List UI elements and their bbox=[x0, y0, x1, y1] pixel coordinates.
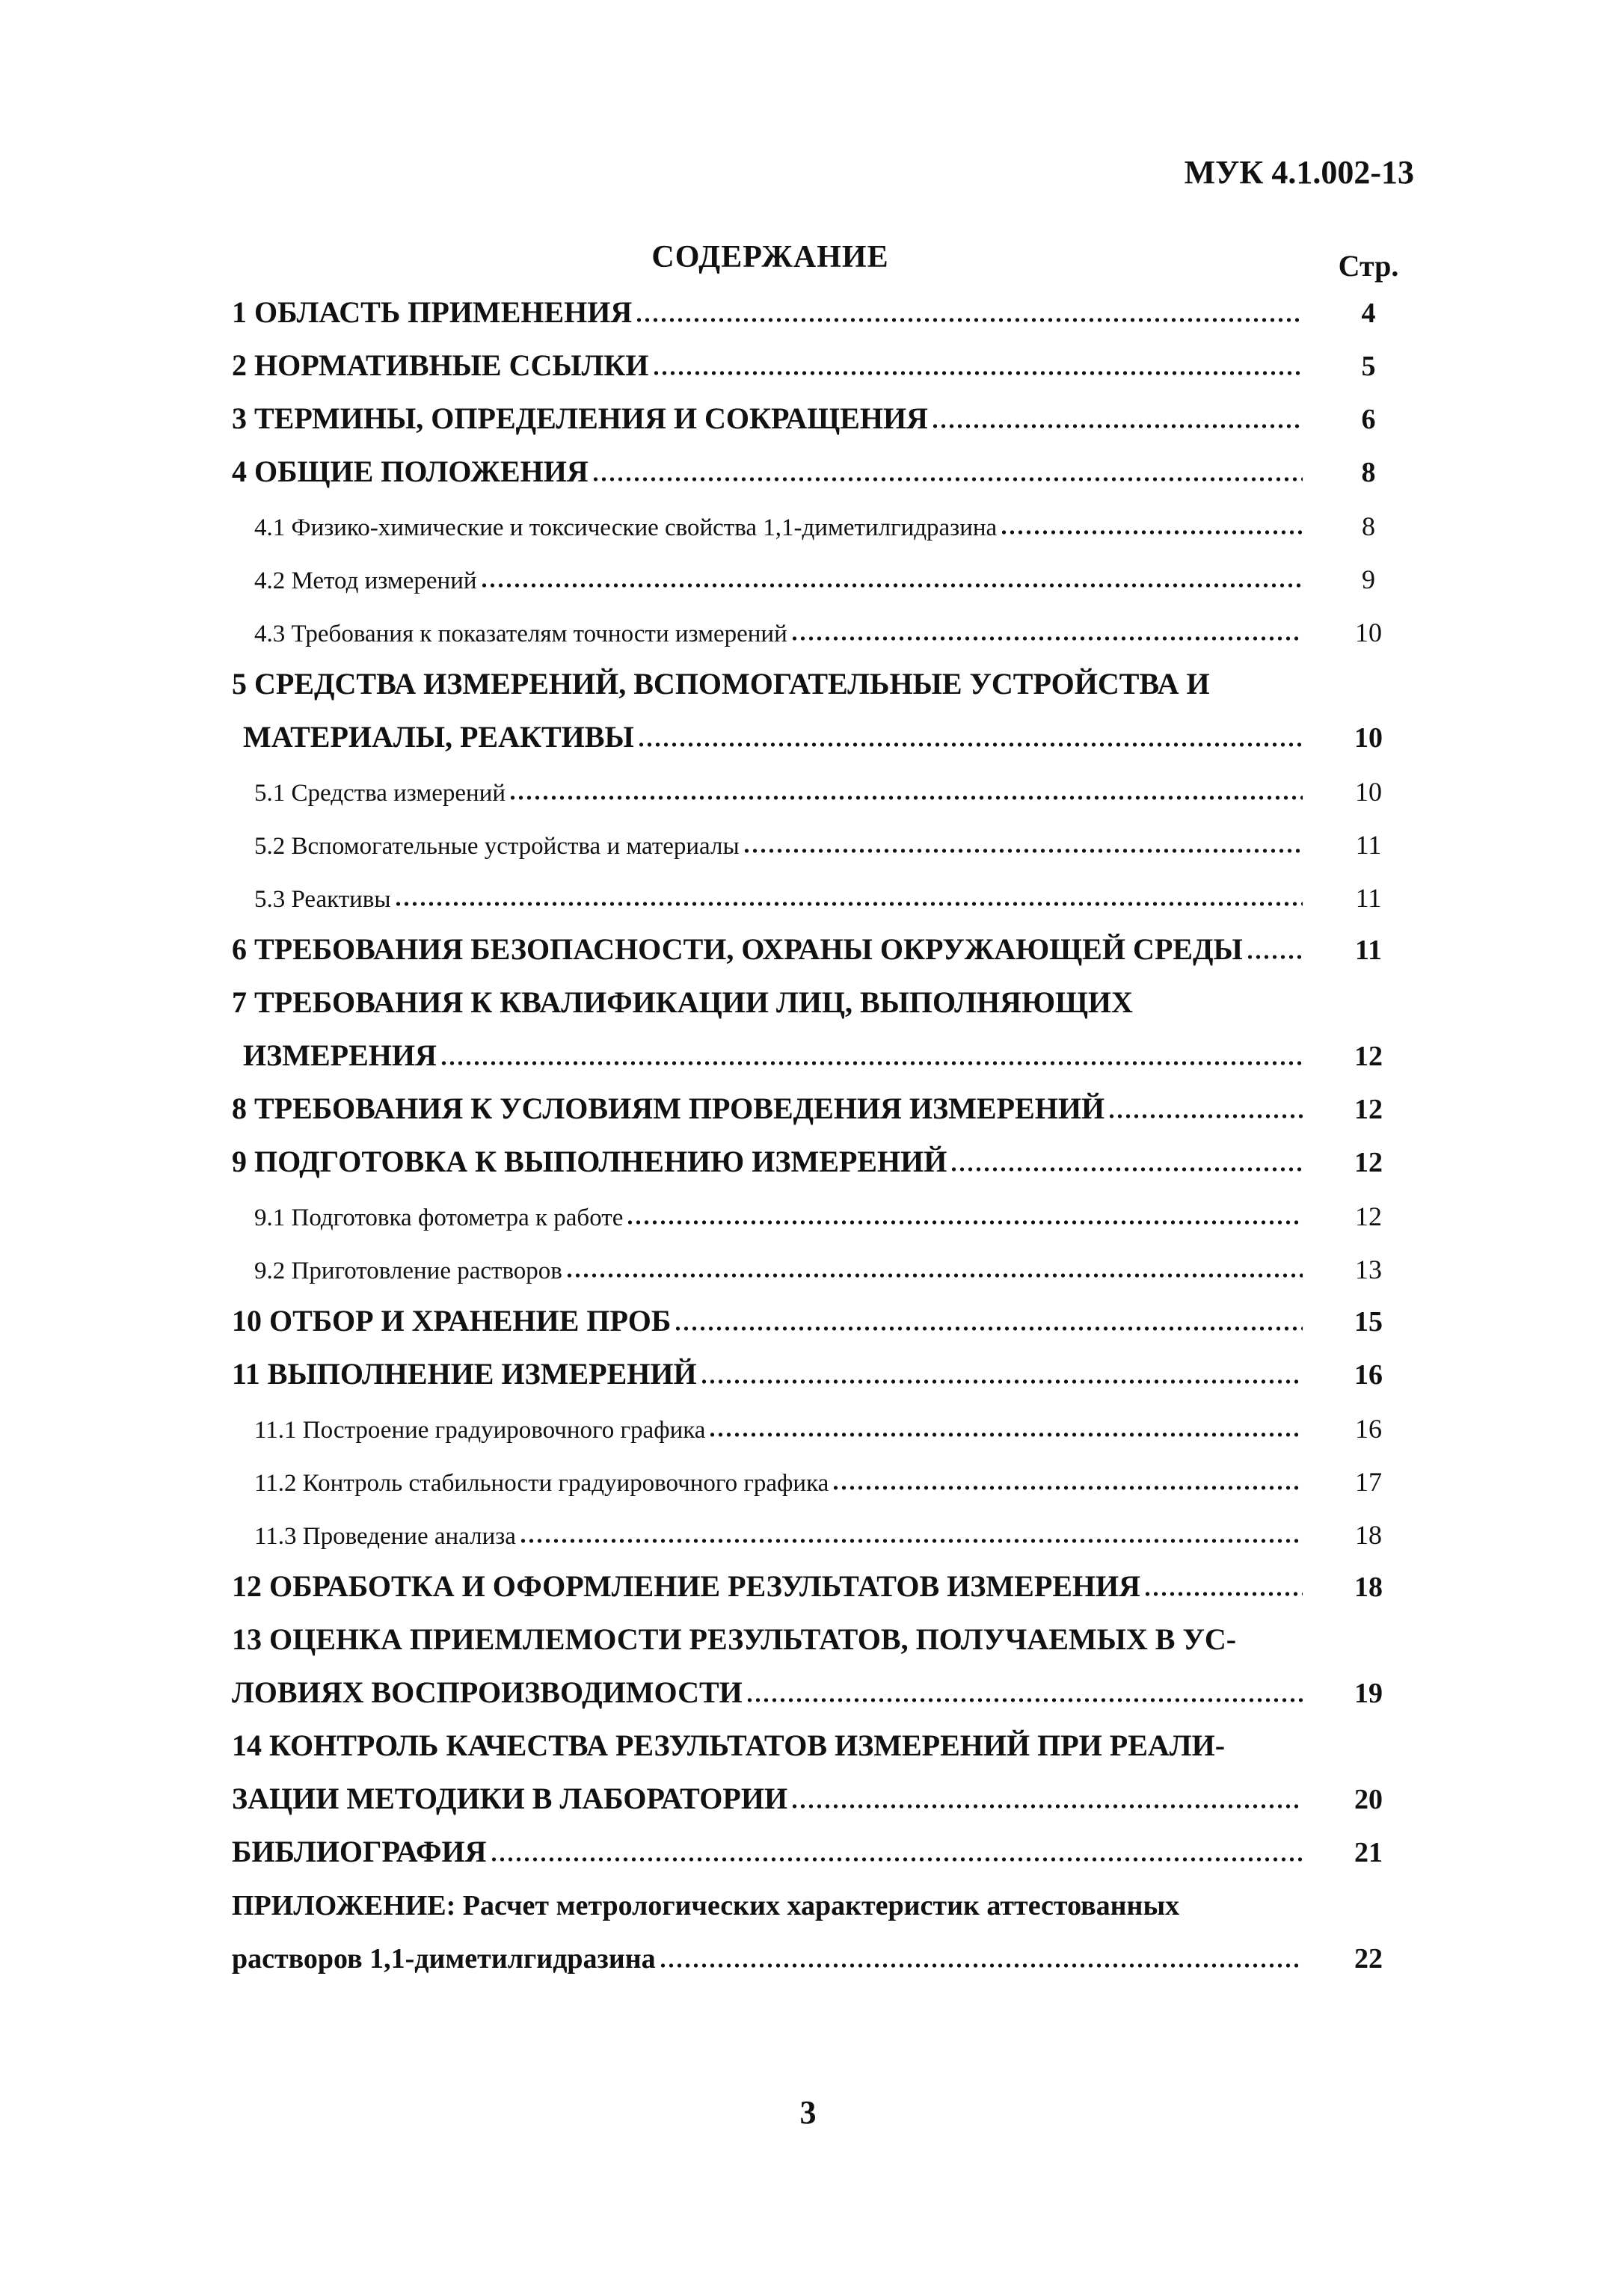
toc-entry-label: 7 ТРЕБОВАНИЯ К КВАЛИФИКАЦИИ ЛИЦ, ВЫПОЛНЯЮЩИХ bbox=[232, 985, 1133, 1019]
toc-entry-text bbox=[254, 1204, 1306, 1232]
toc-entry-page: 16 bbox=[1355, 1414, 1382, 1444]
toc-entry-label: 4.3 Требования к показателям точности измерений bbox=[254, 621, 787, 647]
toc-entry bbox=[0, 1349, 1616, 1402]
dot-leader bbox=[394, 900, 1303, 908]
toc-entry-label: 4.1 Физико-химические и токсические свойства 1,1-диметилгидразина bbox=[254, 514, 998, 541]
toc-entry-label: ЛОВИЯХ ВОСПРОИЗВОДИМОСТИ bbox=[232, 1675, 743, 1709]
dot-leader bbox=[1246, 953, 1303, 961]
toc-entry-page: 16 bbox=[1354, 1359, 1383, 1391]
toc-entry bbox=[0, 499, 1616, 553]
toc-entry bbox=[0, 1030, 1616, 1083]
toc-entry-label: 8 ТРЕБОВАНИЯ К УСЛОВИЯМ ПРОВЕДЕНИЯ ИЗМЕРЕНИЙ bbox=[232, 1092, 1105, 1125]
dot-leader bbox=[635, 316, 1303, 324]
toc-entry-text bbox=[243, 719, 1306, 754]
toc-entry-label: 2 НОРМАТИВНЫЕ ССЫЛКИ bbox=[232, 348, 649, 382]
toc-entry bbox=[0, 287, 1616, 340]
toc-entry-text bbox=[232, 1834, 1306, 1869]
dot-leader bbox=[1107, 1112, 1303, 1120]
toc-entry-text bbox=[254, 780, 1306, 807]
toc-entry bbox=[0, 446, 1616, 499]
toc-entry-label: 3 ТЕРМИНЫ, ОПРЕДЕЛЕНИЯ И СОКРАЩЕНИЯ bbox=[232, 401, 928, 435]
toc-entry-page: 11 bbox=[1355, 830, 1382, 860]
toc-entry-text bbox=[232, 932, 1306, 967]
dot-leader bbox=[950, 1166, 1303, 1173]
dot-leader bbox=[565, 1272, 1303, 1279]
toc-entry-label: 5.2 Вспомогательные устройства и материалы bbox=[254, 833, 740, 860]
document-code: МУК 4.1.002-13 bbox=[1184, 154, 1414, 191]
dot-leader bbox=[790, 1803, 1303, 1810]
toc-entry-page: 18 bbox=[1354, 1572, 1383, 1603]
toc-entry-label: БИБЛИОГРАФИЯ bbox=[232, 1835, 487, 1868]
toc-entry-page: 12 bbox=[1354, 1094, 1383, 1125]
toc-entry bbox=[0, 1880, 1616, 1933]
toc-entry bbox=[0, 659, 1616, 712]
page-column-header: Стр. bbox=[1338, 249, 1399, 283]
toc-entry bbox=[0, 606, 1616, 659]
toc-entry-page: 11 bbox=[1355, 935, 1382, 966]
toc-entry-text bbox=[232, 454, 1306, 489]
dot-leader bbox=[931, 422, 1303, 430]
dot-leader bbox=[659, 1962, 1303, 1969]
toc-entry-text bbox=[254, 567, 1306, 595]
toc-entry-label: ИЗМЕРЕНИЯ bbox=[243, 1038, 437, 1072]
toc-entry-label: 5 СРЕДСТВА ИЗМЕРЕНИЙ, ВСПОМОГАТЕЛЬНЫЕ УСТРОЙСТВА И bbox=[232, 667, 1210, 701]
toc-entry-label: ПРИЛОЖЕНИЕ: Расчет метрологических характеристик аттестованных bbox=[232, 1890, 1180, 1921]
toc-entry-label: 4.2 Метод измерений bbox=[254, 567, 477, 594]
dot-leader bbox=[746, 1696, 1303, 1704]
toc-entry-label: 10 ОТБОР И ХРАНЕНИЕ ПРОБ bbox=[232, 1304, 672, 1338]
toc-entry-label: 11.2 Контроль стабильности градуировочного графика bbox=[254, 1470, 829, 1497]
toc-entry-label: 9 ПОДГОТОВКА К ВЫПОЛНЕНИЮ ИЗМЕРЕНИЙ bbox=[232, 1145, 947, 1178]
toc-entry-text bbox=[232, 401, 1306, 436]
dot-leader bbox=[708, 1431, 1303, 1438]
toc-entry-text bbox=[232, 1622, 1306, 1657]
toc-entry-text bbox=[254, 833, 1306, 861]
toc-entry-page: 12 bbox=[1354, 1147, 1383, 1178]
dot-leader bbox=[626, 1219, 1303, 1226]
toc-entry-label: 9.1 Подготовка фотометра к работе bbox=[254, 1204, 624, 1231]
dot-leader bbox=[509, 794, 1303, 801]
toc-entry bbox=[0, 1667, 1616, 1720]
toc-entry bbox=[0, 1189, 1616, 1243]
toc-entry-text bbox=[254, 1523, 1306, 1551]
dot-leader bbox=[1143, 1590, 1303, 1598]
dot-leader bbox=[1000, 529, 1303, 536]
toc-entry-label: 5.3 Реактивы bbox=[254, 886, 391, 913]
toc-entry-text bbox=[232, 1303, 1306, 1338]
toc-entry-page: 19 bbox=[1354, 1678, 1383, 1709]
toc-title: СОДЕРЖАНИЕ bbox=[651, 240, 889, 274]
toc-entry-page: 12 bbox=[1354, 1041, 1383, 1072]
dot-leader bbox=[790, 635, 1303, 642]
toc-entry bbox=[0, 871, 1616, 924]
toc-entry-text bbox=[232, 1889, 1306, 1922]
toc-entry-text bbox=[232, 666, 1306, 701]
toc-entry-label: 11.1 Построение градуировочного графика bbox=[254, 1417, 706, 1444]
dot-leader bbox=[700, 1378, 1303, 1385]
toc-entry bbox=[0, 393, 1616, 446]
toc-entry bbox=[0, 977, 1616, 1030]
toc-entry bbox=[0, 1561, 1616, 1614]
toc-entry-text bbox=[232, 348, 1306, 383]
toc-entry-page: 6 bbox=[1361, 404, 1376, 435]
toc-entry-text bbox=[232, 1091, 1306, 1126]
toc-entry-label: 4 ОБЩИЕ ПОЛОЖЕНИЯ bbox=[232, 455, 589, 488]
dot-leader bbox=[652, 369, 1303, 377]
toc-entry-text bbox=[232, 295, 1306, 330]
toc-entry-label: 11 ВЫПОЛНЕНИЕ ИЗМЕРЕНИЙ bbox=[232, 1357, 697, 1391]
toc-entry-page: 15 bbox=[1354, 1306, 1383, 1338]
toc-entry-text bbox=[254, 886, 1306, 914]
toc-entry bbox=[0, 1402, 1616, 1455]
toc-entry bbox=[0, 1933, 1616, 1986]
toc-entry bbox=[0, 1296, 1616, 1349]
toc-entry-text bbox=[254, 621, 1306, 648]
toc-entry bbox=[0, 553, 1616, 606]
page-number: 3 bbox=[799, 2094, 817, 2131]
toc-entry-text bbox=[254, 514, 1306, 542]
toc-entry-label: 13 ОЦЕНКА ПРИЕМЛЕМОСТИ РЕЗУЛЬТАТОВ, ПОЛУЧАЕМЫХ В УС- bbox=[232, 1622, 1237, 1656]
toc-entry bbox=[0, 1826, 1616, 1880]
toc-entry-page: 10 bbox=[1355, 618, 1382, 647]
dot-leader bbox=[480, 582, 1303, 589]
toc-entry-page: 22 bbox=[1354, 1943, 1383, 1975]
toc-entry-label: 12 ОБРАБОТКА И ОФОРМЛЕНИЕ РЕЗУЛЬТАТОВ ИЗМЕРЕНИЯ bbox=[232, 1569, 1141, 1603]
toc-entry-text bbox=[254, 1258, 1306, 1285]
toc-entry-label: 5.1 Средства измерений bbox=[254, 780, 506, 807]
dot-leader bbox=[743, 847, 1303, 855]
toc-entry-label: 14 КОНТРОЛЬ КАЧЕСТВА РЕЗУЛЬТАТОВ ИЗМЕРЕНИЙ ПРИ РЕАЛИ- bbox=[232, 1729, 1226, 1762]
toc-entry bbox=[0, 1455, 1616, 1508]
toc-entry-label: ЗАЦИИ МЕТОДИКИ В ЛАБОРАТОРИИ bbox=[232, 1782, 788, 1815]
dot-leader bbox=[637, 741, 1303, 748]
toc-entry-text bbox=[232, 1728, 1306, 1763]
dot-leader bbox=[674, 1325, 1303, 1332]
toc-entry-text bbox=[254, 1470, 1306, 1498]
toc-entry-page: 10 bbox=[1355, 777, 1382, 807]
toc-entry bbox=[0, 818, 1616, 871]
toc-entry-text bbox=[232, 1356, 1306, 1391]
toc-entry-page: 11 bbox=[1355, 883, 1382, 913]
toc-entry-page: 8 bbox=[1361, 457, 1376, 488]
toc-entry-page: 17 bbox=[1355, 1467, 1382, 1497]
toc-entry-text bbox=[232, 1942, 1306, 1975]
toc-entry-text bbox=[232, 985, 1306, 1020]
toc-entry-text bbox=[254, 1417, 1306, 1444]
toc-entry-label: 11.3 Проведение анализа bbox=[254, 1523, 516, 1550]
dot-leader bbox=[490, 1856, 1303, 1863]
toc-entry-text bbox=[232, 1569, 1306, 1604]
toc-entry-page: 8 bbox=[1362, 511, 1375, 541]
toc-entry-label: 6 ТРЕБОВАНИЯ БЕЗОПАСНОСТИ, ОХРАНЫ ОКРУЖАЮЩЕЙ СРЕДЫ bbox=[232, 932, 1243, 966]
toc-entry-label: 1 ОБЛАСТЬ ПРИМЕНЕНИЯ bbox=[232, 295, 633, 329]
toc-entry-label: растворов 1,1-диметилгидразина bbox=[232, 1943, 656, 1975]
dot-leader bbox=[440, 1059, 1303, 1067]
toc-entry-page: 5 bbox=[1361, 351, 1376, 382]
toc-entry-text bbox=[243, 1038, 1306, 1073]
toc-entry-text bbox=[232, 1781, 1306, 1816]
toc-entry-page: 20 bbox=[1354, 1784, 1383, 1815]
toc-entry bbox=[0, 1243, 1616, 1296]
toc-entry bbox=[0, 1136, 1616, 1189]
toc-entry bbox=[0, 924, 1616, 977]
toc-entry bbox=[0, 1508, 1616, 1561]
toc-entry-page: 9 bbox=[1362, 564, 1375, 594]
toc-entry bbox=[0, 1720, 1616, 1773]
toc-entry-page: 18 bbox=[1355, 1520, 1382, 1550]
toc-entry bbox=[0, 340, 1616, 393]
toc-entry-text bbox=[232, 1675, 1306, 1710]
toc-entry bbox=[0, 765, 1616, 818]
toc-entry-page: 4 bbox=[1361, 298, 1376, 329]
toc-entry-page: 10 bbox=[1354, 722, 1383, 754]
table-of-contents bbox=[0, 287, 1616, 1986]
toc-entry-label: МАТЕРИАЛЫ, РЕАКТИВЫ bbox=[243, 720, 634, 754]
dot-leader bbox=[832, 1484, 1303, 1492]
toc-entry bbox=[0, 1083, 1616, 1136]
toc-entry bbox=[0, 1773, 1616, 1826]
toc-entry-text bbox=[232, 1144, 1306, 1179]
dot-leader bbox=[519, 1537, 1303, 1545]
toc-entry bbox=[0, 1614, 1616, 1667]
dot-leader bbox=[592, 475, 1303, 483]
toc-entry-label: 9.2 Приготовление растворов bbox=[254, 1258, 562, 1284]
toc-entry-page: 12 bbox=[1355, 1201, 1382, 1231]
toc-entry bbox=[0, 712, 1616, 765]
toc-entry-page: 13 bbox=[1355, 1255, 1382, 1284]
toc-entry-page: 21 bbox=[1354, 1837, 1383, 1868]
